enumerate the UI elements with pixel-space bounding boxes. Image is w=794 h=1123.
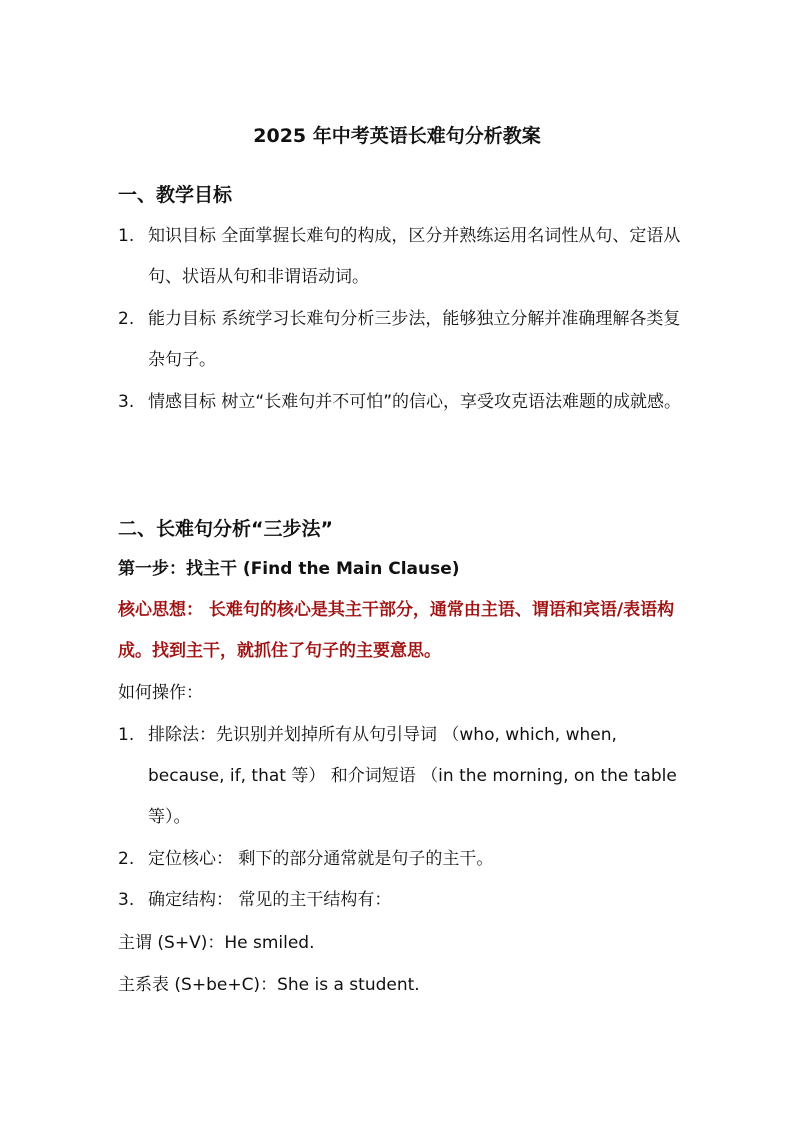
- item-text: 能力目标 系统学习长难句分析三步法，能够独立分解并准确理解各类复杂句子。: [148, 309, 681, 370]
- item-text: 确定结构： 常见的主干结构有：: [148, 890, 392, 910]
- section-heading-teaching-goals: 一、教学目标: [118, 184, 233, 206]
- goal-item-emotion: [118, 382, 683, 423]
- item-number: 3.: [118, 392, 135, 412]
- method-item-locate-core: [118, 839, 683, 880]
- item-text: 排除法：先识别并划掉所有从句引导词 （who, which, when, because, if, that 等） 和介词短语 （in the morning, on the table 等）。: [148, 725, 677, 827]
- section-heading-three-steps: 二、长难句分析“三步法”: [118, 518, 333, 540]
- item-text: 情感目标 树立“长难句并不可怕”的信心，享受攻克语法难题的成就感。: [148, 392, 682, 412]
- item-number: 1.: [118, 226, 135, 246]
- goal-item-ability: [118, 299, 683, 381]
- item-text: 定位核心： 剩下的部分通常就是句子的主干。: [148, 849, 494, 869]
- document-title: 2025 年中考英语长难句分析教案: [253, 125, 541, 147]
- goal-item-knowledge: [118, 216, 683, 298]
- item-text: 知识目标 全面掌握长难句的构成，区分并熟练运用名词性从句、定语从句、状语从句和非谓语动词。: [148, 226, 681, 287]
- item-number: 3.: [118, 890, 135, 910]
- example-subject-verb: 主谓 (S+V)：He smiled.: [118, 933, 315, 953]
- item-number: 1.: [118, 725, 135, 745]
- example-subject-be-complement: 主系表 (S+be+C)：She is a student.: [118, 975, 420, 995]
- item-number: 2.: [118, 309, 135, 329]
- how-to-label: 如何操作：: [118, 683, 203, 703]
- method-item-structure: [118, 880, 683, 921]
- item-number: 2.: [118, 849, 135, 869]
- method-item-elimination: [118, 715, 683, 838]
- step-one-heading: 第一步：找主干 (Find the Main Clause): [118, 559, 460, 579]
- key-idea-text: 核心思想： 长难句的核心是其主干部分，通常由主语、谓语和宾语/表语构成。找到主干，就抓住了句子的主要意思。: [118, 600, 675, 661]
